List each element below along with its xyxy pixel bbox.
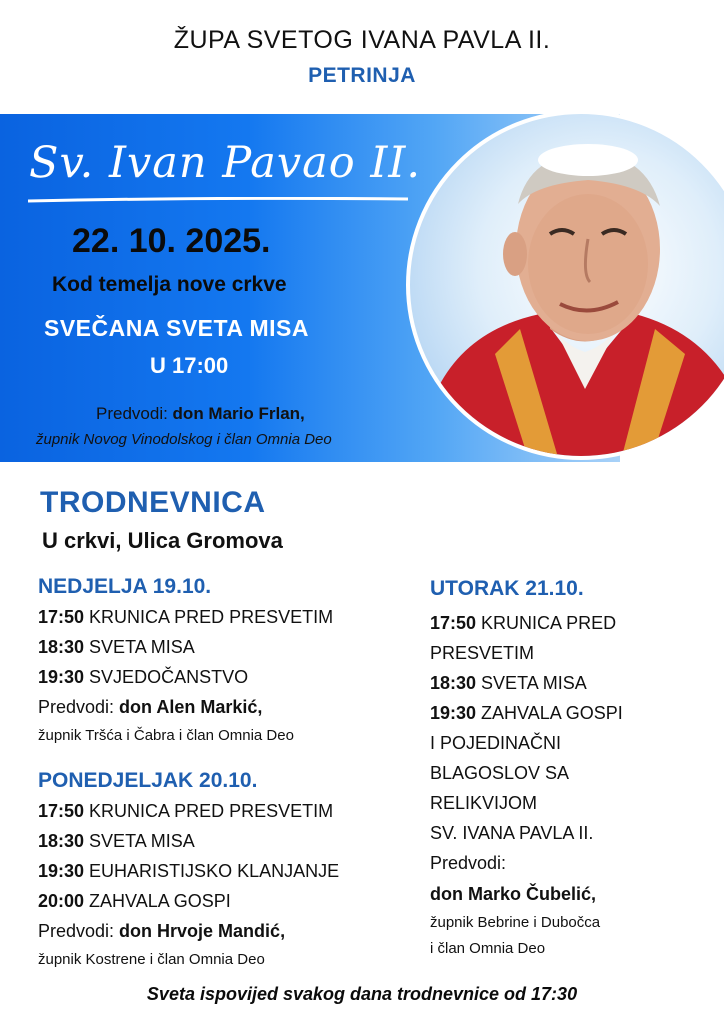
schedule-text: RELIKVIJOM xyxy=(430,793,538,813)
event-venue: Kod temelja nove crkve xyxy=(52,273,287,296)
schedule-time: 18:30 xyxy=(38,637,85,657)
schedule-time: 18:30 xyxy=(38,831,85,851)
schedule-time: 19:30 xyxy=(38,861,85,881)
schedule-text: KRUNICA PRED xyxy=(476,613,617,633)
leader-prefix: Predvodi: xyxy=(38,697,120,717)
leader-prefix: Predvodi: xyxy=(38,921,120,941)
schedule-text: I POJEDINAČNI xyxy=(430,733,562,753)
schedule-text: KRUNICA PRED PRESVETIM xyxy=(84,607,334,627)
schedule-text: BLAGOSLOV SA xyxy=(430,763,570,783)
schedule-text: KRUNICA PRED PRESVETIM xyxy=(84,801,334,821)
leader-name: don Hrvoje Mandić, xyxy=(119,921,286,941)
schedule-item xyxy=(430,788,690,818)
schedule-text: SVETA MISA xyxy=(84,637,195,657)
day-heading-sunday: NEDJELJA 19.10. xyxy=(38,575,212,598)
day-leader-title: i član Omnia Deo xyxy=(430,940,546,957)
leader-name: don Mario Frlan, xyxy=(172,404,305,423)
schedule-text: SVETA MISA xyxy=(476,673,587,693)
schedule-item xyxy=(430,698,690,728)
confession-note: Sveta ispovijed svakog dana trodnevnice od 17:30 xyxy=(146,984,578,1004)
schedule-item xyxy=(430,638,690,668)
schedule-item xyxy=(38,886,418,916)
schedule-time: 17:50 xyxy=(38,801,85,821)
schedule-item xyxy=(38,796,418,826)
title-underline xyxy=(28,197,408,203)
schedule-left-column xyxy=(38,572,418,974)
leader-prefix: Predvodi: xyxy=(96,404,173,423)
schedule-right-column xyxy=(430,574,690,962)
leader-name: don Marko Čubelić, xyxy=(430,884,597,904)
event-time: U 17:00 xyxy=(150,353,229,378)
schedule-item xyxy=(430,668,690,698)
day-heading-monday: PONEDJELJAK 20.10. xyxy=(38,769,258,792)
triduum-location: U crkvi, Ulica Gromova xyxy=(42,528,283,553)
event-date: 22. 10. 2025. xyxy=(72,222,271,260)
schedule-text: EUHARISTIJSKO KLANJANJE xyxy=(84,861,340,881)
schedule-item xyxy=(430,818,690,848)
schedule-text: ZAHVALA GOSPI xyxy=(84,891,231,911)
day-leader xyxy=(38,692,418,722)
event-title: SVEČANA SVETA MISA xyxy=(44,315,310,341)
leader-prefix: Predvodi: xyxy=(430,853,507,873)
schedule-time: 17:50 xyxy=(38,607,85,627)
schedule-item xyxy=(38,826,418,856)
saint-title: Sv. Ivan Pavao II. xyxy=(28,138,422,188)
schedule-text: ZAHVALA GOSPI xyxy=(476,703,623,723)
schedule-time: 19:30 xyxy=(430,703,477,723)
day-heading-tuesday: UTORAK 21.10. xyxy=(430,577,584,600)
schedule-item xyxy=(430,608,690,638)
schedule-time: 20:00 xyxy=(38,891,85,911)
schedule-text: PRESVETIM xyxy=(430,643,535,663)
schedule-text: SVETA MISA xyxy=(84,831,195,851)
schedule-item xyxy=(38,602,418,632)
schedule-item xyxy=(430,728,690,758)
schedule-time: 19:30 xyxy=(38,667,85,687)
schedule-item xyxy=(38,632,418,662)
schedule-item xyxy=(38,856,418,886)
schedule-text: SV. IVANA PAVLA II. xyxy=(430,823,594,843)
event-leader xyxy=(96,404,305,424)
event-leader-title: župnik Novog Vinodolskog i član Omnia Deo xyxy=(36,431,332,448)
schedule-time: 17:50 xyxy=(430,613,477,633)
parish-name: ŽUPA SVETOG IVANA PAVLA II. xyxy=(173,26,551,54)
day-leader-title: župnik Kostrene i član Omnia Deo xyxy=(38,951,265,968)
schedule-text: SVJEDOČANSTVO xyxy=(84,667,249,687)
town-name: PETRINJA xyxy=(308,64,416,87)
schedule-item xyxy=(38,662,418,692)
triduum-title: TRODNEVNICA xyxy=(40,486,266,519)
schedule-time: 18:30 xyxy=(430,673,477,693)
day-leader-title: župnik Bebrine i Dubočca xyxy=(430,914,601,931)
day-leader-title: župnik Tršća i Čabra i član Omnia Deo xyxy=(38,727,294,744)
leader-name: don Alen Markić, xyxy=(119,697,263,717)
day-leader xyxy=(38,916,418,946)
portrait-illustration xyxy=(410,114,724,460)
schedule-item xyxy=(430,758,690,788)
